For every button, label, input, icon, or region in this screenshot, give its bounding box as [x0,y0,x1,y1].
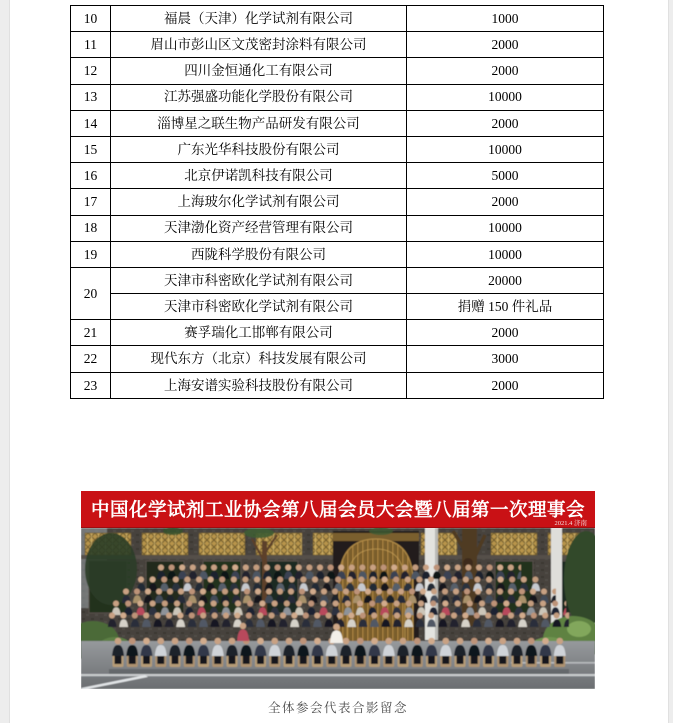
cell-amount: 10000 [407,215,604,241]
cell-row-number: 21 [71,320,111,346]
banner-date: 2021.4 济南 [554,520,587,527]
table-row [71,84,604,110]
table-row [71,32,604,58]
cell-company-name: 广东光华科技股份有限公司 [111,136,407,162]
photo-caption: 全体参会代表合影留念 [267,701,408,715]
cell-amount: 20000 [407,267,604,293]
page-right-margin [668,0,673,723]
donation-table-grid [70,5,604,399]
cell-row-number: 14 [71,110,111,136]
cell-row-number: 10 [71,6,111,32]
photo-scene [81,527,595,689]
cell-amount: 3000 [407,346,604,372]
cell-company-name: 西陇科学股份有限公司 [111,241,407,267]
cell-amount: 10000 [407,136,604,162]
cell-company-name: 赛孚瑞化工邯郸有限公司 [111,320,407,346]
table-row [71,6,604,32]
cell-amount: 捐赠 150 件礼品 [407,294,604,320]
group-photo [81,491,595,689]
cell-row-number: 19 [71,241,111,267]
cell-amount: 10000 [407,84,604,110]
banner-title: 中国化学试剂工业协会第八届会员大会暨八届第一次理事会 [90,501,586,521]
cell-amount: 2000 [407,32,604,58]
cell-company-name: 现代东方（北京）科技发展有限公司 [111,346,407,372]
table-row [71,215,604,241]
cell-row-number: 22 [71,346,111,372]
cell-row-number: 20 [71,267,111,319]
cell-amount: 2000 [407,110,604,136]
cell-amount: 10000 [407,241,604,267]
table-row [71,163,604,189]
cell-row-number: 18 [71,215,111,241]
table-row [71,320,604,346]
cell-row-number: 15 [71,136,111,162]
cell-company-name: 上海玻尔化学试剂有限公司 [111,189,407,215]
crowd [107,563,569,674]
cell-row-number: 17 [71,189,111,215]
table-row [71,372,604,398]
table-row [71,267,604,293]
table-row [71,189,604,215]
cell-row-number: 16 [71,163,111,189]
table-row [71,58,604,84]
cell-row-number: 12 [71,58,111,84]
donation-table-body [71,6,604,399]
table-row [71,241,604,267]
cell-company-name: 天津市科密欧化学试剂有限公司 [111,294,407,320]
cell-company-name: 江苏强盛功能化学股份有限公司 [111,84,407,110]
cell-company-name: 淄博星之联生物产品研发有限公司 [111,110,407,136]
cell-company-name: 北京伊诺凯科技有限公司 [111,163,407,189]
cell-company-name: 上海安谱实验科技股份有限公司 [111,372,407,398]
page-left-margin [0,0,10,723]
cell-amount: 1000 [407,6,604,32]
table-row [71,346,604,372]
cell-amount: 2000 [407,189,604,215]
banner [81,491,595,528]
cell-amount: 2000 [407,58,604,84]
cell-row-number: 11 [71,32,111,58]
cell-company-name: 四川金恒通化工有限公司 [111,58,407,84]
cell-amount: 5000 [407,163,604,189]
donation-table [70,5,603,399]
cell-row-number: 13 [71,84,111,110]
cell-row-number: 23 [71,372,111,398]
table-row [71,294,604,320]
cell-amount: 2000 [407,320,604,346]
table-row [71,136,604,162]
table-row [71,110,604,136]
cell-company-name: 天津渤化资产经营管理有限公司 [111,215,407,241]
banner-bottom-edge [81,527,595,528]
cell-company-name: 福晨（天津）化学试剂有限公司 [111,6,407,32]
cell-amount: 2000 [407,372,604,398]
cell-company-name: 眉山市彭山区文茂密封涂料有限公司 [111,32,407,58]
cell-company-name: 天津市科密欧化学试剂有限公司 [111,267,407,293]
